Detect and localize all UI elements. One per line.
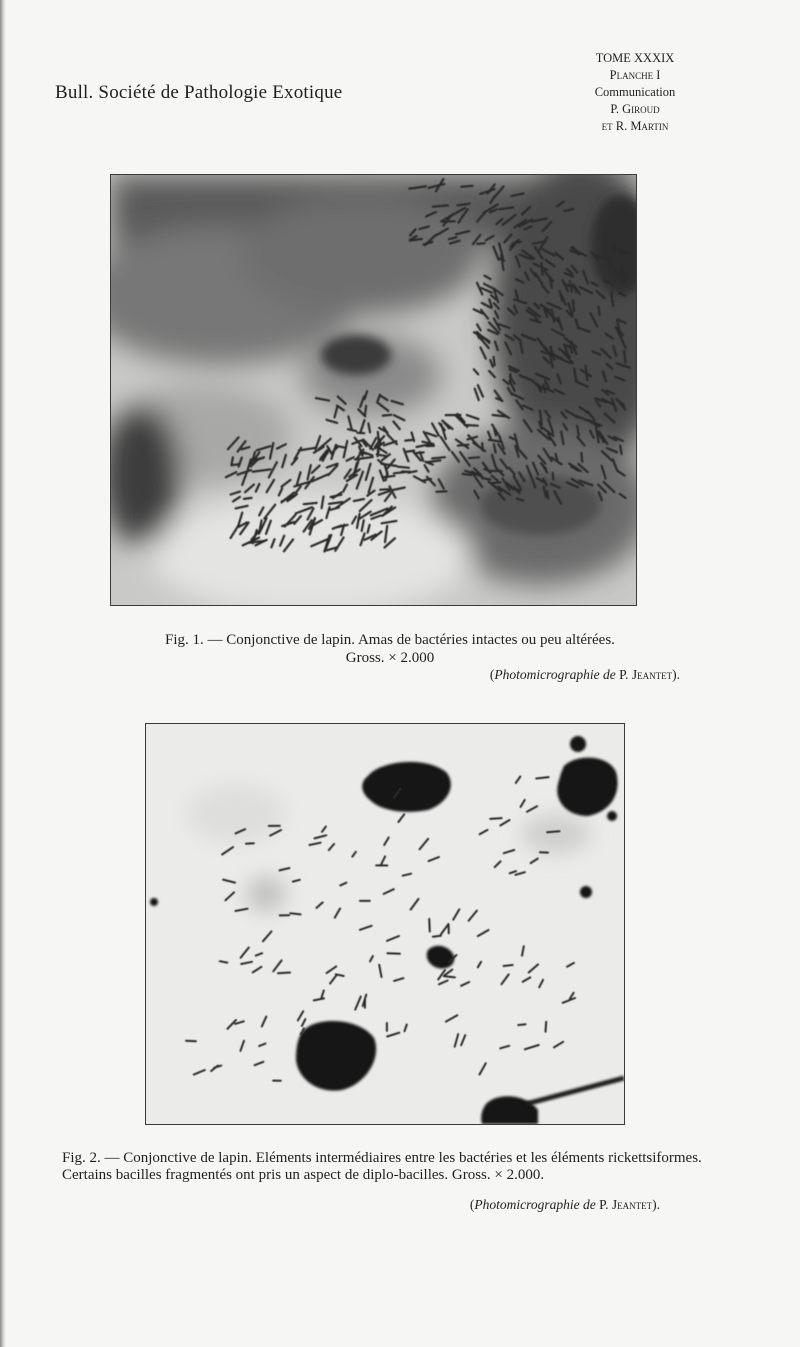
bacterium-rod xyxy=(405,451,414,452)
bacterium-rod xyxy=(442,221,454,222)
bacterium-rod xyxy=(465,425,478,426)
bacterium-rod xyxy=(278,973,290,974)
bacterium-rod xyxy=(378,448,379,457)
bacterium-rod xyxy=(433,205,448,206)
bacterium-rod xyxy=(304,503,317,504)
bacterium-rod xyxy=(383,415,392,416)
bacterium-rod xyxy=(469,457,479,458)
author-1: P. Giroud xyxy=(610,102,660,116)
communication-label: Communication xyxy=(594,85,676,99)
bacterium-rod xyxy=(541,263,542,274)
bacterium-rod xyxy=(510,374,511,381)
bacterium-rod xyxy=(490,818,502,819)
bacterium-rod xyxy=(494,357,495,365)
figure-2-micrograph xyxy=(145,723,625,1125)
bacterium-rod xyxy=(547,831,559,832)
planche-label: Planche I xyxy=(609,68,661,82)
bacterium-rod xyxy=(573,301,574,312)
bacterium-rod xyxy=(620,445,621,454)
bacterium-rod xyxy=(365,406,366,416)
bacterium-rod xyxy=(599,307,600,315)
figure-2-image xyxy=(146,724,624,1124)
bacterium-rod xyxy=(518,1024,525,1025)
bacterium-rod xyxy=(432,457,445,458)
bacterium-rod xyxy=(547,491,548,499)
bacterium-rod xyxy=(546,1022,547,1032)
bacterium-rod xyxy=(433,936,441,937)
bacterium-rod xyxy=(536,777,548,778)
bacterium-rod xyxy=(504,965,513,966)
figure-1-micrograph xyxy=(110,174,637,606)
figure-1-image xyxy=(111,175,636,605)
figure-1-credit-prefix: Photomicrographie de xyxy=(494,667,616,682)
bacterium-rod xyxy=(380,489,389,490)
bacterium-rod xyxy=(624,351,626,363)
figure-1-caption: Fig. 1. — Conjonctive de lapin. Amas de bactéries intactes ou peu altérées. xyxy=(165,632,615,648)
bacterium-rod xyxy=(398,467,409,468)
bacterium-rod xyxy=(246,843,254,844)
bacterium-rod xyxy=(458,445,469,446)
bacterium-rod xyxy=(378,432,379,444)
author-2: et R. Martin xyxy=(601,119,669,133)
bacterium-rod xyxy=(492,482,501,483)
bacterium-rod xyxy=(581,453,582,462)
figure-2-credit: (Photomicrographie de P. Jeantet). xyxy=(469,1197,660,1212)
bacterium-rod xyxy=(387,953,400,954)
bacterium-rod xyxy=(482,478,491,479)
bacterium-rod xyxy=(232,464,240,465)
bacterium-rod xyxy=(493,415,507,417)
bacterium-rod xyxy=(436,491,446,492)
figure-2-caption: Fig. 2. — Conjonctive de lapin. Eléments intermédiaires entre les bactéries et les éléments rickettsiformes. Certains bacilles fragmentés ont pris un aspect de diplo-bacilles. Gross. × 2.000. xyxy=(62,1150,702,1183)
bacterium-rod xyxy=(405,440,413,441)
bacterium-rod xyxy=(290,913,300,914)
figure-1-magnification: Gross. × 2.000 xyxy=(345,650,435,666)
bacterium-rod xyxy=(463,474,472,475)
bacterium-rod xyxy=(553,473,554,480)
bacterium-rod xyxy=(461,186,472,187)
tome-label: TOME XXXIX xyxy=(595,51,675,65)
bacterium-rod xyxy=(337,446,344,447)
figure-2-credit-prefix: Photomicrographie de xyxy=(474,1197,596,1212)
figure-2-credit-name: P. Jeantet xyxy=(599,1197,653,1212)
plate-info xyxy=(540,50,730,135)
bacterium-rod xyxy=(444,976,455,977)
journal-title: Bull. Société de Pathologie Exotique xyxy=(55,82,343,103)
page-edge-shadow xyxy=(0,0,6,1347)
bacterium-rod xyxy=(429,919,430,932)
bacterium-rod xyxy=(186,1041,196,1042)
bacterium-rod xyxy=(477,243,485,244)
bacterium-rod xyxy=(220,961,228,962)
bacterium-rod xyxy=(244,498,252,499)
figure-1-credit-name: P. Jeantet xyxy=(619,667,673,682)
figure-1-credit: (Photomicrographie de P. Jeantet). xyxy=(489,667,680,682)
